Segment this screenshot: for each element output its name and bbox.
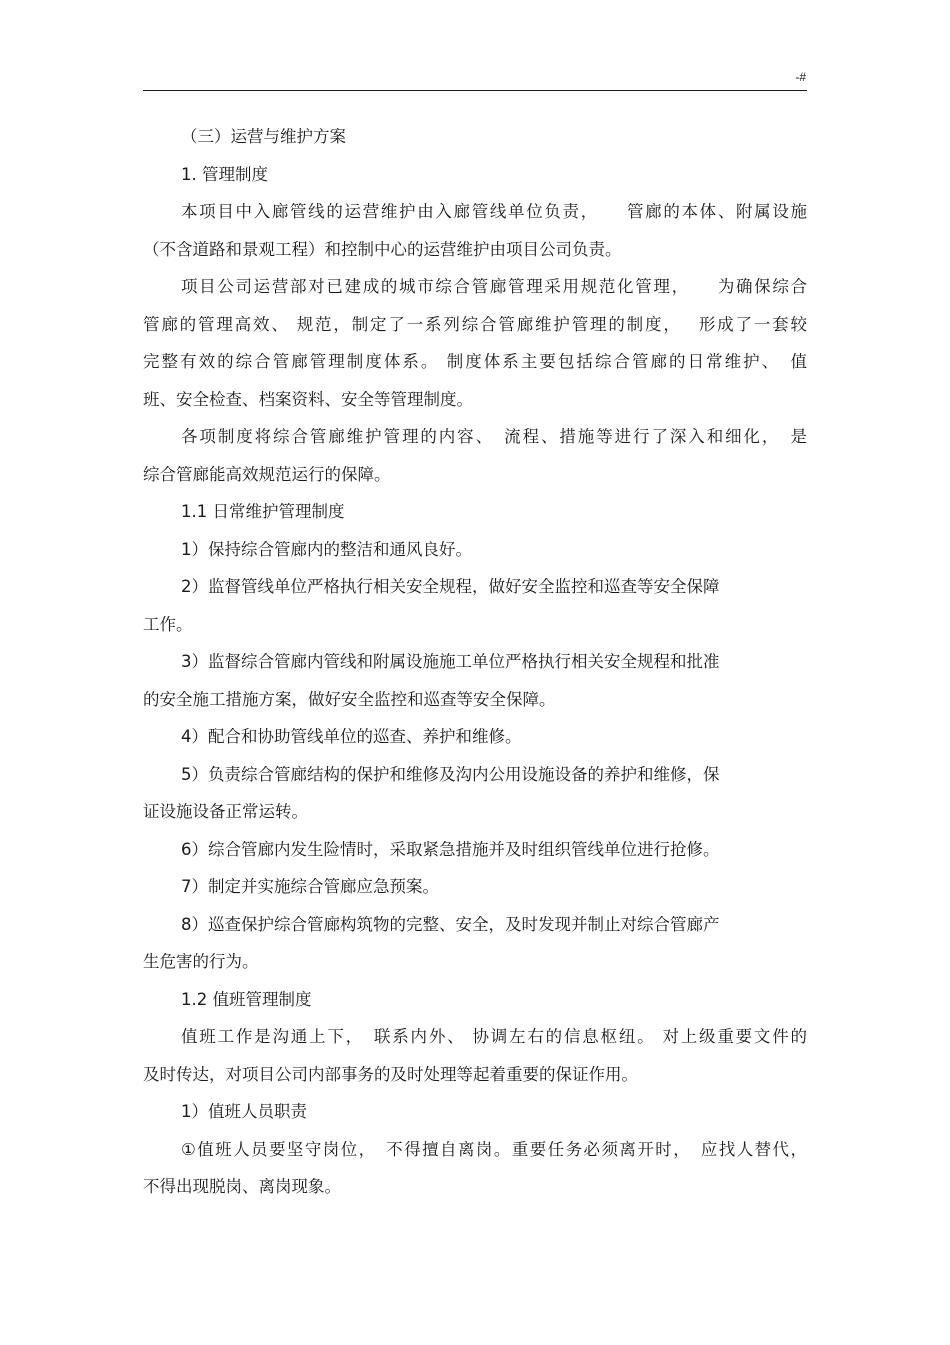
text-line: 3）监督综合管廊内管线和附属设施施工单位严格执行相关安全规程和批准 (181, 652, 720, 671)
text-line: 5）负责综合管廊结构的保护和维修及沟内公用设施设备的养护和维修，保 (181, 764, 720, 784)
text-line: 证设施设备正常运转。 (143, 802, 308, 821)
text-line: 2）监督管线单位严格执行相关安全规程，做好安全监控和巡查等安全保障 (181, 577, 720, 596)
text-line: 1. 管理制度 (181, 164, 268, 184)
text-line: 生危害的行为。 (143, 952, 259, 971)
text-line: 工作。 (143, 614, 193, 634)
text-line: ①值班人员要坚守岗位， 不得擅自离岗。重要任务必须离开时， 应找人替代， (181, 1139, 807, 1159)
text-line: 1.2 值班管理制度 (181, 989, 312, 1009)
page-number: -# (795, 70, 806, 84)
text-line: 完整有效的综合管廊管理制度体系。 制度体系主要包括综合管廊的日常维护、 值 (143, 352, 807, 371)
text-line: 不得出现脱岗、离岗现象。 (143, 1177, 341, 1196)
text-line: 各项制度将综合管廊维护管理的内容、 流程、措施等进行了深入和细化， 是 (181, 427, 807, 446)
text-line: 1.1 日常维护管理制度 (181, 502, 345, 521)
text-line: 6）综合管廊内发生险情时，采取紧急措施并及时组织管线单位进行抢修。 (181, 839, 720, 859)
text-line: 8）巡查保护综合管廊构筑物的完整、安全，及时发现并制止对综合管廊产 (181, 914, 720, 934)
text-line: 本项目中入廊管线的运营维护由入廊管线单位负责， 管廊的本体、附属设施 (181, 202, 807, 221)
text-line: （三）运营与维护方案 (181, 127, 346, 146)
text-line: 项目公司运营部对已建成的城市综合管廊管理采用规范化管理， 为确保综合 (181, 277, 807, 296)
text-line: 4）配合和协助管线单位的巡查、养护和维修。 (181, 727, 522, 746)
text-line: 1）保持综合管廊内的整洁和通风良好。 (181, 539, 472, 559)
text-line: 1）值班人员职责 (181, 1102, 307, 1121)
text-line: 及时传达，对项目公司内部事务的及时处理等起着重要的保证作用。 (143, 1064, 638, 1084)
text-line: 值班工作是沟通上下， 联系内外、 协调左右的信息枢纽。 对上级重要文件的 (181, 1027, 807, 1046)
text-line: 综合管廊能高效规范运行的保障。 (143, 464, 391, 484)
text-line: 的安全施工措施方案，做好安全监控和巡查等安全保障。 (143, 689, 556, 709)
header-rule (143, 90, 807, 91)
text-line: 管廊的管理高效、 规范，制定了一系列综合管廊维护管理的制度， 形成了一套较 (143, 314, 807, 334)
text-line: 7）制定并实施综合管廊应急预案。 (181, 877, 439, 896)
text-line: （不含道路和景观工程）和控制中心的运营维护由项目公司负责。 (143, 239, 622, 259)
document-body (143, 118, 807, 1206)
text-line: 班、安全检查、档案资料、安全等管理制度。 (143, 389, 473, 409)
